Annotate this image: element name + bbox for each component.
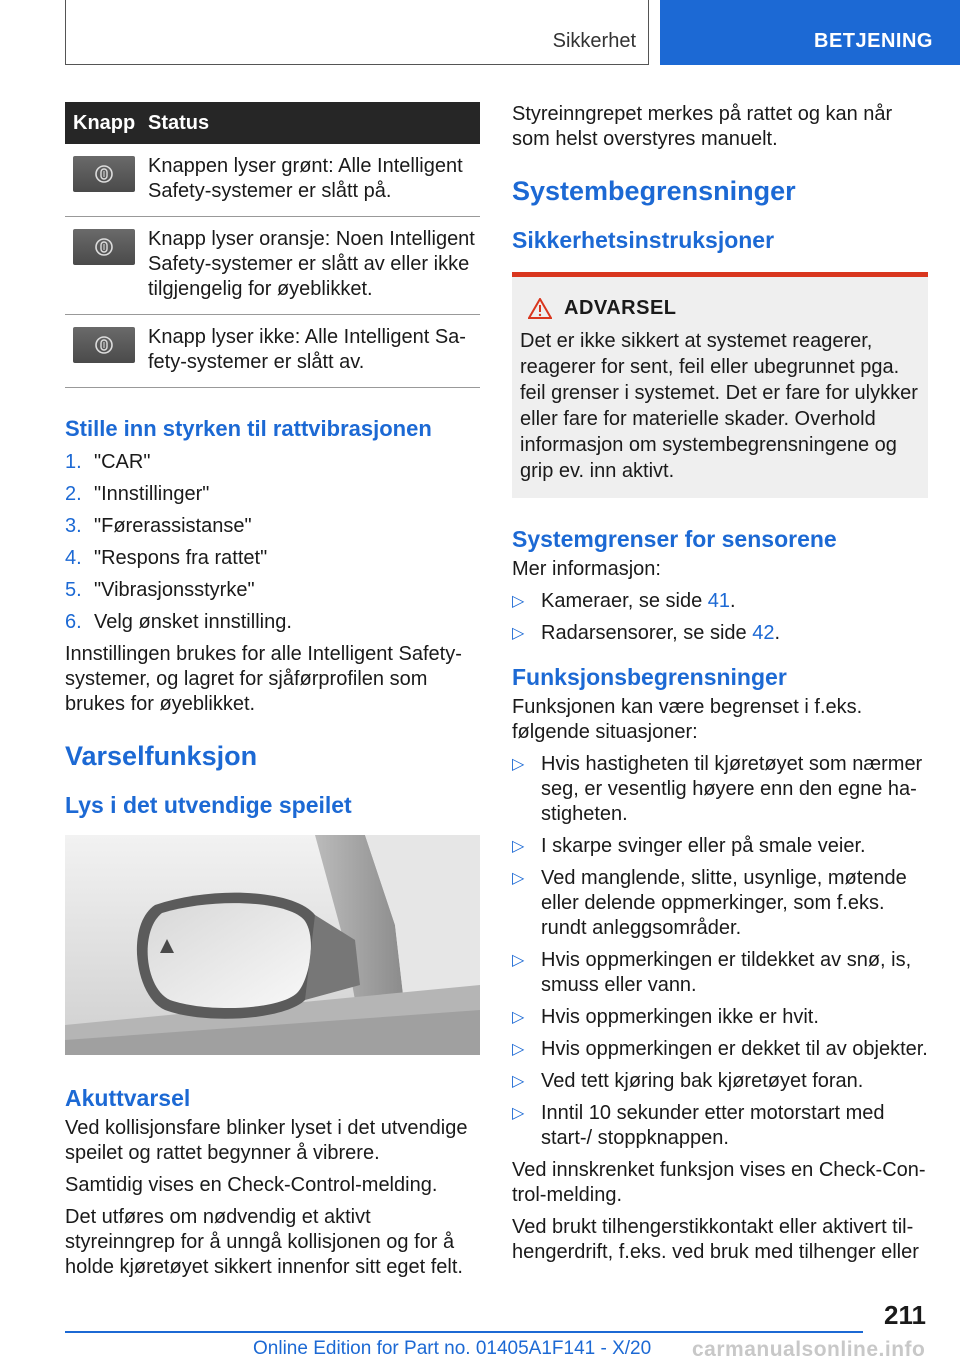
list-item: ▷ Ved tett kjøring bak kjøretøyet foran. (512, 1070, 864, 1092)
paragraph-acute-3: Det utføres om nødvendig et aktivt styreinngrep for å unngå kollisjonen og for å holde kjøretøyet sikkert innenfor sitt eget felt. (65, 1206, 463, 1278)
watermark: carmanualsonline.info (692, 1338, 926, 1361)
table-row (65, 217, 480, 315)
table-status-cell: Knappen lyser grønt: Alle Intelligent Safety-systemer er slått på. (140, 144, 480, 217)
page-link[interactable]: 42 (752, 622, 775, 644)
paragraph-more-info: Mer informasjon: (512, 558, 661, 580)
list-item: ▷ Inntil 10 sekunder etter motorstart med start-/ stoppknappen. (512, 1102, 885, 1149)
paragraph-acute-2: Samtidig vises en Check-Control-melding. (65, 1174, 438, 1196)
heading-system-limits: Systembegrensninger (512, 176, 796, 206)
paragraph-intro: Styreinngrepet merkes på rattet og kan når som helst overstyres manuelt. (512, 103, 893, 150)
table-header-status: Status (140, 102, 480, 144)
right-column (512, 102, 928, 1265)
sensor-list (512, 589, 928, 646)
list-item: ▷ Hvis hastigheten til kjøretøyet som nærmer seg, er vesentlig høyere enn den egne hastigheten. (512, 753, 923, 825)
footer-divider (65, 1331, 863, 1333)
heading-vibration: Stille inn styrken til rattvibrasjonen (65, 416, 432, 441)
list-item: 5. "Vibrasjonsstyrke" (65, 579, 255, 601)
table-header-button: Knapp (65, 102, 140, 144)
header-section-box (65, 0, 649, 65)
left-column (65, 102, 480, 1280)
list-item: 4. "Respons fra rattet" (65, 547, 268, 569)
warning-text: Det er ikke sikkert at systemet reagerer, reagerer for sent, feil eller ubegrunnet pga. feil grenser i systemet. Det er fare for ulykker eller fare for materielle skader. Overhold informasjon om systembegrensningene og grip ev. inn aktivt. (520, 330, 918, 482)
heading-warning-function: Varselfunksjon (65, 741, 258, 771)
table-status-cell: Knapp lyser oransje: Noen Intelligent Safety-systemer er slått av eller ikke tilgjengelig for øyeblikket. (140, 217, 480, 315)
button-status-table (65, 102, 480, 388)
heading-acute-warning: Akuttvarsel (65, 1085, 191, 1111)
list-item: 6. Velg ønsket innstilling. (65, 611, 292, 633)
list-item: 2. "Innstillinger" (65, 483, 210, 505)
paragraph-setting: Innstillingen brukes for alle Intelligent Safety-systemer, og lagret for sjåførprofilen som brukes for øyeblikket. (65, 643, 462, 715)
paragraph-function: Funksjonen kan være begrenset i f.eks. følgende situasjoner: (512, 696, 863, 743)
table-status-cell: Knapp lyser ikke: Alle Intelligent Safety-systemer er slått av. (140, 315, 480, 388)
paragraph-trailer: Ved brukt tilhengerstikkontakt eller aktivert tilhengerdrift, f.eks. ved bruk med tilhenger eller (512, 1216, 919, 1263)
warning-title: ADVARSEL (520, 297, 920, 320)
table-row (65, 315, 480, 388)
intelligent-safety-button-icon (73, 327, 135, 363)
footer-edition: Online Edition for Part no. 01405A1F141 - X/20 (253, 1338, 652, 1359)
intelligent-safety-button-icon (73, 229, 135, 265)
heading-function-limits: Funksjonsbegrensninger (512, 664, 787, 690)
heading-safety-instructions: Sikkerhetsinstruksjoner (512, 227, 775, 253)
page-number: 211 (884, 1300, 926, 1330)
list-item: ▷ Ved manglende, slitte, usynlige, møtende eller delende oppmerkinger, som f.eks. rundt anleggsområder. (512, 867, 907, 939)
page-link[interactable]: 41 (707, 590, 730, 612)
table-row (65, 144, 480, 217)
intelligent-safety-button-icon (73, 156, 135, 192)
list-item: 1. "CAR" (65, 451, 151, 473)
list-item: ▷ Hvis oppmerkingen er dekket til av objekter. (512, 1038, 928, 1060)
header-chapter-tab[interactable] (660, 0, 960, 65)
heading-sensor-limits: Systemgrenser for sensorene (512, 526, 837, 552)
warning-box (512, 272, 928, 498)
header-chapter-title: BETJENING (814, 30, 933, 52)
list-item: ▷ I skarpe svinger eller på smale veier. (512, 835, 866, 857)
steps-list (65, 450, 480, 635)
list-item: ▷ Hvis oppmerkingen er tildekket av snø, is, smuss eller vann. (512, 949, 912, 996)
side-mirror-illustration (65, 835, 480, 1055)
list-item: ▷ Kameraer, se side 41. (512, 590, 736, 612)
header-section-title: Sikkerhet (552, 30, 636, 52)
warning-triangle-icon (528, 298, 552, 319)
list-item: ▷ Radarsensorer, se side 42. (512, 622, 781, 644)
paragraph-check-control: Ved innskrenket funksjon vises en Check-Control-melding. (512, 1159, 926, 1206)
function-limits-list (512, 752, 928, 1151)
heading-mirror-light: Lys i det utvendige speilet (65, 792, 352, 818)
list-item: ▷ Hvis oppmerkingen ikke er hvit. (512, 1006, 819, 1028)
list-item: 3. "Førerassistanse" (65, 515, 252, 537)
paragraph-acute-1: Ved kollisjonsfare blinker lyset i det utvendige speilet og rattet begynner å vibrere. (65, 1117, 468, 1164)
